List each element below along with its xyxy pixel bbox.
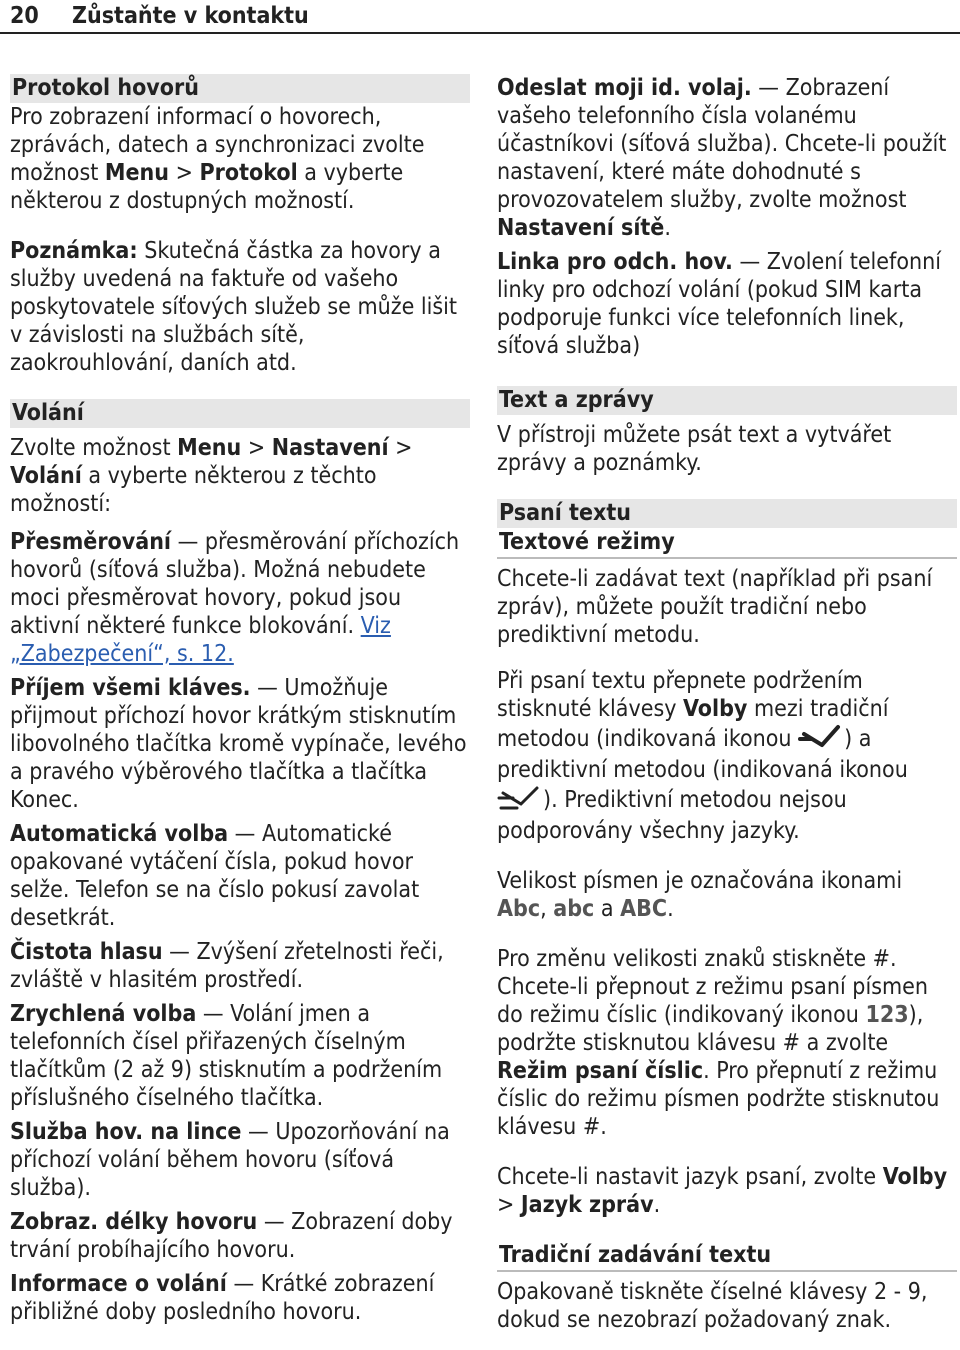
option-item: Přesměrování — přesměrování příchozích hovorů (síťová služba). Možná nebudete moci přesměrovat hovory, pokud jsou aktivní některé funkce blokování. Viz „Zabezpečení“, s. 12. xyxy=(10,529,460,667)
volani-paragraph: Zvolte možnost Menu > Nastavení > Volání a vyberte některou z těchto možností: xyxy=(10,435,413,517)
option-item: Čistota hlasu — Zvýšení zřetelnosti řeči, zvláště v hlasitém prostředí. xyxy=(10,939,444,993)
case-icon-abc-lower: abc xyxy=(553,896,595,922)
chapter-title: Zůstaňte v kontaktu xyxy=(72,3,309,29)
option-item: Zobraz. délky hovoru — Zobrazení doby trvání probíhajícího hovoru. xyxy=(10,1209,453,1263)
tradicni-paragraph: Opakovaně tiskněte číselné klávesy 2 - 9, dokud se nezobrazí požadovaný znak. xyxy=(497,1279,928,1333)
page-number: 20 xyxy=(10,3,39,29)
traditional-input-icon xyxy=(798,723,844,756)
subheading-textove-rezimy: Textové režimy xyxy=(497,528,957,559)
option-item: Linka pro odch. hov. — Zvolení telefonní linky pro odchozí volání (pokud SIM karta podporuje funkci více telefonních linek, síťová služba) xyxy=(497,249,941,359)
text-zpravy-paragraph: V přístroji můžete psát text a vytvářet zprávy a poznámky. xyxy=(497,422,892,476)
note-label: Poznámka: xyxy=(10,238,138,264)
option-item: Automatická volba — Automatické opakované vytáčení čísla, pokud hovor selže. Telefon se na číslo pokusí zavolat desetkrát. xyxy=(10,821,420,931)
section-heading-protokol: Protokol hovorů xyxy=(10,74,470,103)
left-column xyxy=(10,74,470,1326)
case-icon-abc-upper: ABC xyxy=(620,896,668,922)
protokol-term: Protokol xyxy=(199,160,298,186)
menu-term: Menu xyxy=(104,160,170,186)
protokol-paragraph: Pro zobrazení informací o hovorech, zprávách, datech a synchronizaci zvolte možnost Menu > Protokol a vyberte některou z dostupných možností. xyxy=(10,104,425,214)
psani-paragraph-4: Pro změnu velikosti znaků stiskněte #. Chcete-li přepnout z režimu psaní písmen do režimu číslic (indikovaný ikonou 123), podržte stisknutou klávesu # a zvolte Režim psaní číslic. Pro přepnutí z režimu číslic do režimu písmen podržte stisknutou klávesu #. xyxy=(497,946,940,1140)
option-item: Informace o volání — Krátké zobrazení přibližné doby posledního hovoru. xyxy=(10,1271,435,1325)
subheading-tradicni: Tradiční zadávání textu xyxy=(497,1241,957,1272)
psani-paragraph-5: Chcete-li nastavit jazyk psaní, zvolte Volby > Jazyk zpráv. xyxy=(497,1164,948,1218)
number-mode-icon: 123 xyxy=(865,1002,909,1028)
predictive-input-icon xyxy=(497,784,543,817)
note-paragraph: Poznámka: Skutečná částka za hovory a služby uvedená na faktuře od vašeho poskytovatele síťových služeb se může lišit v závislosti na službách sítě, zaokrouhlování, daních atd. xyxy=(10,238,458,376)
psani-paragraph-3: Velikost písmen je označována ikonami Abc, abc a ABC. xyxy=(497,868,903,922)
page-header xyxy=(0,0,960,34)
case-icon-abc-title: Abc xyxy=(497,896,541,922)
option-item: Zrychlená volba — Volání jmen a telefonních čísel přiřazených číselným tlačítkům (2 až 9) stisknutím a podržením příslušného číselného tlačítka. xyxy=(10,1001,443,1111)
right-column xyxy=(497,74,957,1334)
option-item: Příjem všemi kláves. — Umožňuje přijmout příchozí hovor krátkým stisknutím libovolného tlačítka kromě vypínače, levého a pravého výběrového tlačítka a tlačítka Konec. xyxy=(10,675,467,813)
psani-paragraph-2: Při psaní textu přepnete podržením stisknuté klávesy Volby mezi tradiční metodou (indikovaná ikonou ) a prediktivní metodou (indikovaná ikonou ). Prediktivní metodou nejsou podporovány všechny jazyky. xyxy=(497,668,908,844)
security-link[interactable]: Viz „Zabezpečení“, s. 12. xyxy=(10,613,391,667)
section-heading-psani: Psaní textu xyxy=(497,499,957,528)
section-heading-volani: Volání xyxy=(10,399,470,428)
psani-paragraph-1: Chcete-li zadávat text (například při psaní zpráv), můžete použít tradiční nebo prediktivní metodu. xyxy=(497,566,933,648)
option-item: Služba hov. na lince — Upozorňování na příchozí volání během hovoru (síťová služba). xyxy=(10,1119,450,1201)
option-item: Odeslat moji id. volaj. — Zobrazení vašeho telefonního čísla volanému účastníkovi (síťová služba). Chcete-li použít nastavení, které máte dohodnuté s provozovatelem služby, zvolte možnost Nastavení sítě. xyxy=(497,75,947,241)
section-heading-text-zpravy: Text a zprávy xyxy=(497,386,957,415)
